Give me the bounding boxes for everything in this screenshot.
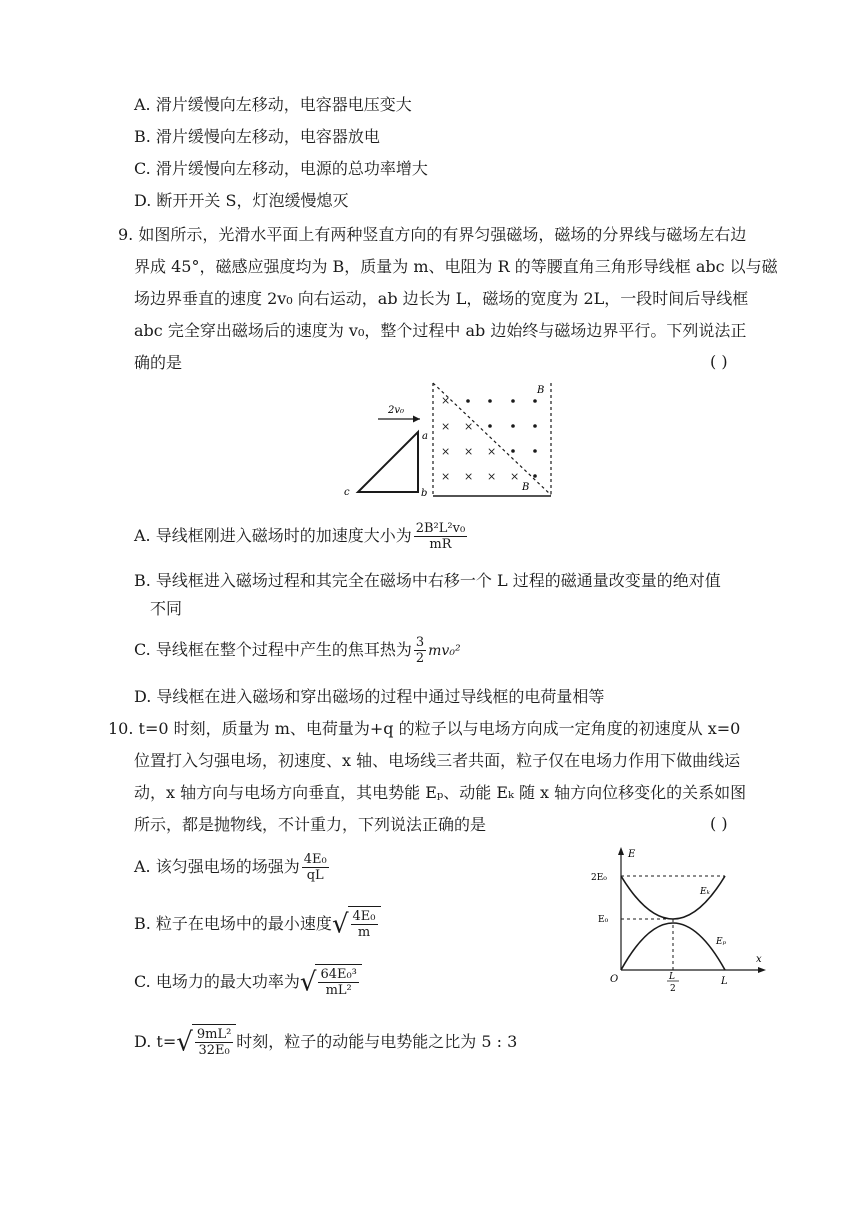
svg-text:×: × (441, 420, 451, 433)
q9-stem-line-3: 场边界垂直的速度 2v₀ 向右运动，ab 边长为 L，磁场的宽度为 2L，一段时间后导线框 (134, 289, 749, 308)
q10-option-c-numerator: 64E₀³ (320, 967, 357, 982)
q10-option-d-sqrt: √ $\frac{\text{9mL²}}{\text{32E₀}}$ (176, 1024, 236, 1061)
label-B-top: B (537, 385, 545, 396)
q9-option-c-tail: mv₀² (428, 643, 461, 659)
q9-stem-line-2: 界成 45°，磁感应强度均为 B，质量为 m、电阻为 R 的等腰直角三角形导线框 abc 以与磁 (134, 257, 778, 276)
svg-text:×: × (441, 394, 451, 407)
q10-stem-line-3: 动，x 轴方向与电场方向垂直，其电势能 Eₚ、动能 Eₖ 随 x 轴方向位移变化的关系如图 (134, 783, 747, 802)
axis-label-x: x (756, 954, 762, 965)
tick-label-Lhalf-num: L (669, 972, 675, 982)
q9-answer-paren: ( ) (710, 352, 728, 371)
tick-label-2E0: 2E₀ (591, 873, 607, 883)
svg-text:×: × (510, 470, 520, 483)
q10-option-b (134, 906, 381, 943)
q9-option-c-text: C. 导线框在整个过程中产生的焦耳热为 (134, 640, 412, 659)
label-a: a (422, 431, 428, 442)
q10-stem-line-2: 位置打入匀强电场，初速度、x 轴、电场线三者共面，粒子仅在电场力作用下做曲线运 (134, 751, 741, 770)
q8-option-a: A. 滑片缓慢向左移动，电容器电压变大 (134, 95, 412, 114)
q10-option-b-text: B. 粒子在电场中的最小速度 (134, 914, 332, 933)
tick-label-L: L (721, 976, 728, 987)
q9-stem-line-1: 9. 如图所示，光滑水平面上有两种竖直方向的有界匀强磁场，磁场的分界线与磁场左右边 (118, 225, 747, 244)
q10-option-d (134, 1024, 517, 1061)
q10-option-b-denominator: m (357, 925, 371, 940)
q10-energy-graph (588, 842, 770, 1000)
q10-option-d-numerator: 9mL² (196, 1027, 232, 1042)
svg-text:×: × (464, 470, 474, 483)
q9-figure (330, 375, 570, 503)
q9-stem-line-4: abc 完全穿出磁场后的速度为 v₀，整个过程中 ab 边始终与磁场边界平行。下列说法正 (134, 321, 747, 340)
q9-option-a-fraction (414, 521, 467, 552)
q10-option-d-denominator: 32E₀ (198, 1043, 230, 1058)
q8-option-d: D. 断开开关 S，灯泡缓慢熄灭 (134, 191, 349, 210)
kinetic-energy-curve (621, 876, 725, 919)
label-B-bottom: B (522, 482, 530, 493)
q10-option-a (134, 850, 331, 884)
svg-text:×: × (487, 470, 497, 483)
q10-option-b-numerator: 4E₀ (352, 909, 376, 924)
q9-option-b-line-1: B. 导线框进入磁场过程和其完全在磁场中右移一个 L 过程的磁通量改变量的绝对值 (134, 571, 721, 590)
q9-option-c-fraction (414, 635, 426, 666)
q10-option-a-fraction (302, 852, 329, 883)
origin-label: O (610, 974, 619, 985)
q10-option-c-text: C. 电场力的最大功率为 (134, 972, 300, 991)
q10-option-c (134, 964, 362, 1001)
triangle-abc (358, 432, 418, 492)
q9-option-a (134, 520, 469, 552)
q9-option-d: D. 导线框在进入磁场和穿出磁场的过程中通过导线框的电荷量相等 (134, 687, 605, 706)
q9-option-c (134, 634, 461, 667)
q10-option-a-text: A. 该匀强电场的场强为 (134, 857, 300, 876)
svg-text:×: × (441, 445, 451, 458)
q8-option-c: C. 滑片缓慢向左移动，电源的总功率增大 (134, 159, 428, 178)
q10-option-b-sqrt: √ $\frac{\text{4E₀}}{m}$ (332, 906, 381, 943)
label-c: c (344, 487, 350, 498)
curve-label-Ek: Eₖ (700, 887, 710, 897)
svg-text:×: × (464, 420, 474, 433)
q9-option-c-denominator: 2 (415, 651, 425, 666)
svg-text:×: × (441, 470, 451, 483)
svg-text:×: × (487, 445, 497, 458)
q10-option-d-text: 时刻，粒子的动能与电势能之比为 5 : 3 (236, 1032, 518, 1051)
label-b: b (421, 488, 428, 499)
velocity-label: 2v₀ (388, 405, 405, 416)
q10-option-a-numerator: 4E₀ (303, 852, 327, 867)
q10-option-c-sqrt: √ $\frac{\text{64E₀³}}{\text{mL²}}$ (300, 964, 362, 1001)
q10-stem-line-4: 所示，都是抛物线，不计重力，下列说法正确的是 (134, 815, 487, 834)
q9-option-a-numerator: 2B²L²v₀ (415, 521, 466, 536)
q9-option-a-denominator: mR (429, 537, 452, 552)
q10-answer-paren: ( ) (710, 814, 728, 833)
q9-option-a-text: A. 导线框刚进入磁场时的加速度大小为 (134, 526, 412, 545)
q9-stem-line-5: 确的是 (134, 353, 183, 372)
curve-label-Ep: Eₚ (716, 937, 727, 947)
q9-option-b-line-2: 不同 (150, 599, 183, 618)
q10-stem-line-1: 10. t=0 时刻，质量为 m、电荷量为+q 的粒子以与电场方向成一定角度的初速度从 x=0 (108, 719, 741, 738)
tick-label-E0: E₀ (598, 915, 609, 925)
q10-option-c-denominator: mL² (325, 983, 352, 998)
q10-option-d-pre: D. t= (134, 1032, 177, 1051)
q8-option-b: B. 滑片缓慢向左移动，电容器放电 (134, 127, 380, 146)
field-crosses (441, 394, 519, 483)
axis-label-E: E (628, 849, 636, 860)
tick-label-Lhalf-den: 2 (670, 984, 676, 994)
q9-option-c-numerator: 3 (415, 635, 425, 650)
field-dots (466, 399, 537, 478)
svg-text:×: × (464, 445, 474, 458)
q10-option-a-denominator: qL (306, 868, 324, 883)
